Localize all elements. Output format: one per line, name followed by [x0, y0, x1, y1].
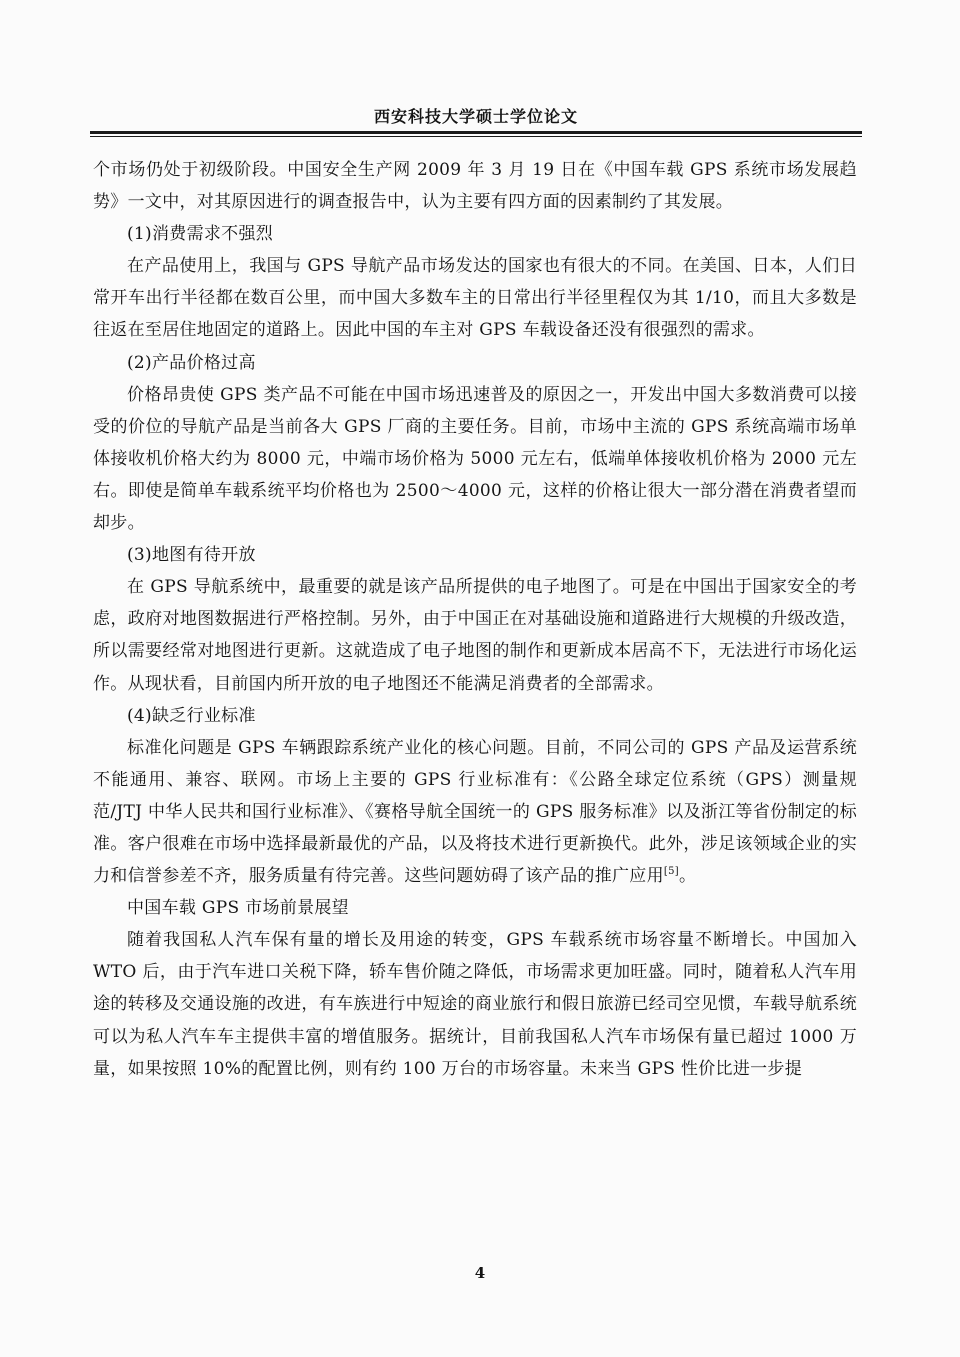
subheading-standards: (4)缺乏行业标准 [127, 705, 256, 726]
paragraph-continued: 个市场仍处于初级阶段。中国安全生产网 2009 年 3 月 19 日在《中国车载 GPS 系统市场发展趋势》一文中，对其原因进行的调查报告中，认为主要有四方面的因素制约了其发展。 [93, 160, 857, 213]
paragraph-price: 价格昂贵使 GPS 类产品不可能在中国市场迅速普及的原因之一，开发出中国大多数消费可以接受的价位的导航产品是当前各大 GPS 厂商的主要任务。目前，市场中主流的 GPS 系统高端市场单体接收机价格大约为 8000 元，中端市场价格为 5000 元左右，低端单体接收机价格为 2000 元左右。即使是简单车载系统平均价格也为 2500～4000 元，这样的价格让很大一部分潜在消费者望而却步。 [93, 384, 857, 534]
header-rule-thick [90, 131, 862, 134]
subheading-consumer-demand: (1)消费需求不强烈 [127, 224, 274, 245]
body-text [93, 154, 857, 1085]
paragraph-standards [93, 732, 857, 892]
subheading-map: (3)地图有待开放 [127, 545, 256, 566]
subheading-outlook: 中国车载 GPS 市场前景展望 [127, 898, 349, 919]
citation-5[interactable]: [5] [663, 866, 679, 878]
paragraph-outlook: 随着我国私人汽车保有量的增长及用途的转变，GPS 车载系统市场容量不断增长。中国加入 WTO 后，由于汽车进口关税下降，轿车售价随之降低，市场需求更加旺盛。同时，随着私人汽车用途的转移及交通设施的改进，有车族进行中短途的商业旅行和假日旅游已经司空见惯，车载导航系统可以为私人汽车车主提供丰富的增值服务。据统计，目前我国私人汽车市场保有量已超过 1000 万量，如果按照 10%的配置比例，则有约 100 万台的市场容量。未来当 GPS 性价比进一步提 [93, 930, 857, 1079]
paragraph-standards-text: 标准化问题是 GPS 车辆跟踪系统产业化的核心问题。目前，不同公司的 GPS 产品及运营系统不能通用、兼容、联网。市场上主要的 GPS 行业标准有：《公路全球定位系统（GPS）测量规范/JTJ 中华人民共和国行业标准》、《赛格导航全国统一的 GPS 服务标准》以及浙江等省份制定的标准。客户很难在市场中选择最新最优的产品，以及将技术进行更新换代。此外，涉足该领域企业的实力和信誉参差不齐，服务质量有待完善。这些问题妨碍了该产品的推广应用 [93, 737, 857, 887]
header-rule-thin [90, 136, 862, 137]
paragraph-map: 在 GPS 导航系统中，最重要的就是该产品所提供的电子地图了。可是在中国出于国家安全的考虑，政府对地图数据进行严格控制。另外，由于中国正在对基础设施和道路进行大规模的升级改造，所以需要经常对地图进行更新。这就造成了电子地图的制作和更新成本居高不下，无法进行市场化运作。从现状看，目前国内所开放的电子地图还不能满足消费者的全部需求。 [93, 577, 857, 694]
running-header: 西安科技大学硕士学位论文 [373, 107, 578, 126]
page-number: 4 [474, 1264, 486, 1282]
paragraph-consumer-demand: 在产品使用上，我国与 GPS 导航产品市场发达的国家也有很大的不同。在美国、日本，人们日常开车出行半径都在数百公里，而中国大多数车主的日常出行半径里程仅为其 1/10，而且大多数是往返在至居住地固定的道路上。因此中国的车主对 GPS 车载设备还没有很强烈的需求。 [93, 256, 857, 341]
subheading-price: (2)产品价格过高 [127, 352, 256, 373]
paragraph-standards-end: 。 [678, 866, 697, 887]
